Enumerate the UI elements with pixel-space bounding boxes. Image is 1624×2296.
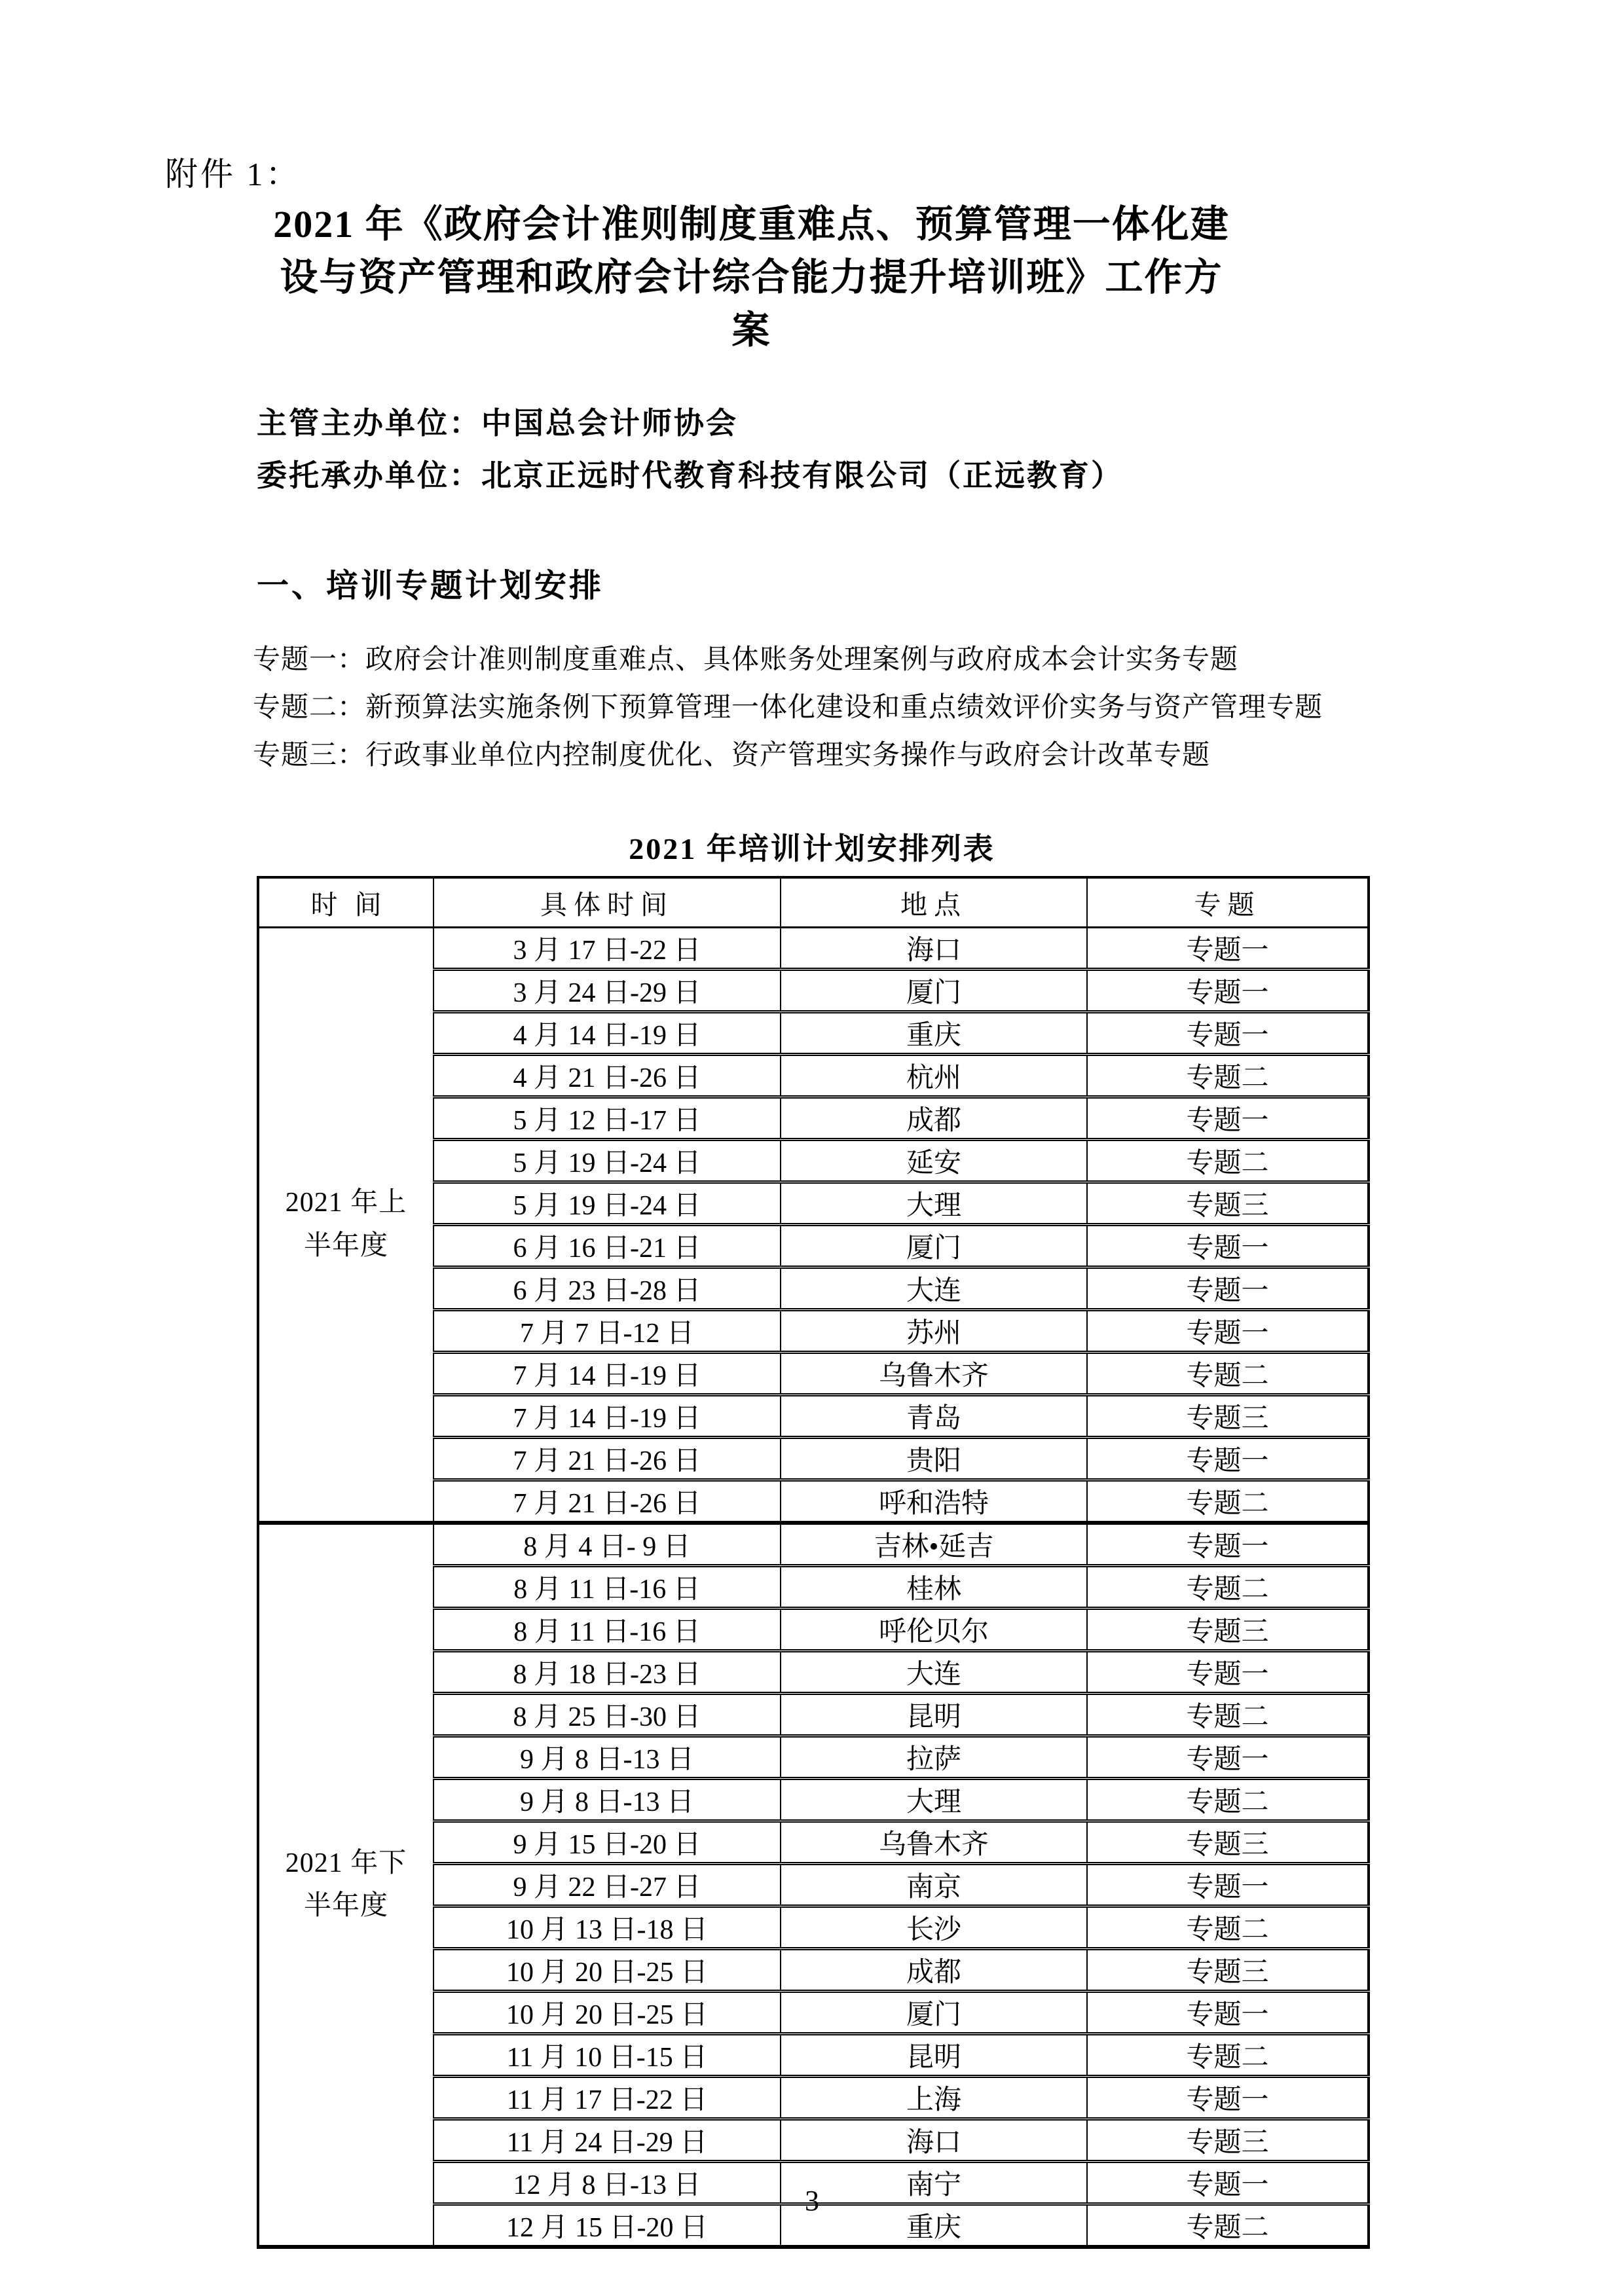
header-specific-time: 具体时间 <box>434 877 781 928</box>
location-cell: 大连 <box>781 1651 1087 1694</box>
supervisor-name: 中国总会计师协会 <box>481 407 738 440</box>
location-cell: 上海 <box>781 2077 1087 2119</box>
supervisor-line <box>257 399 738 443</box>
period-line: 2021 年下 <box>285 1848 407 1878</box>
location-cell: 大理 <box>781 1779 1087 1821</box>
table-row <box>258 928 1369 970</box>
topic-cell: 专题一 <box>1087 1438 1369 1480</box>
topic-cell: 专题一 <box>1087 1012 1369 1055</box>
date-cell: 4 月 21 日-26 日 <box>434 1055 781 1097</box>
title-line: 2021 年《政府会计准则制度重难点、预算管理一体化建 <box>273 203 1230 246</box>
topic-text: 政府会计准则制度重难点、具体账务处理案例与政府成本会计实务专题 <box>365 645 1239 675</box>
date-cell: 7 月 14 日-19 日 <box>434 1395 781 1438</box>
undertaker-name: 北京正远时代教育科技有限公司（正远教育） <box>481 459 1123 492</box>
location-cell: 重庆 <box>781 2204 1087 2248</box>
date-cell: 9 月 8 日-13 日 <box>434 1736 781 1779</box>
location-cell: 成都 <box>781 1949 1087 1992</box>
date-cell: 3 月 17 日-22 日 <box>434 928 781 970</box>
topic-cell: 专题一 <box>1087 1267 1369 1310</box>
topic-cell: 专题三 <box>1087 1182 1369 1225</box>
location-cell: 大连 <box>781 1267 1087 1310</box>
date-cell: 8 月 18 日-23 日 <box>434 1651 781 1694</box>
location-cell: 长沙 <box>781 1906 1087 1949</box>
date-cell: 7 月 21 日-26 日 <box>434 1438 781 1480</box>
date-cell: 10 月 20 日-25 日 <box>434 1949 781 1992</box>
date-cell: 4 月 14 日-19 日 <box>434 1012 781 1055</box>
topic-cell: 专题三 <box>1087 2119 1369 2162</box>
location-cell: 杭州 <box>781 1055 1087 1097</box>
topic-cell: 专题一 <box>1087 1310 1369 1353</box>
location-cell: 贵阳 <box>781 1438 1087 1480</box>
date-cell: 12 月 15 日-20 日 <box>434 2204 781 2248</box>
undertaker-label: 委托承办单位： <box>257 459 481 492</box>
location-cell: 乌鲁木齐 <box>781 1821 1087 1864</box>
location-cell: 延安 <box>781 1140 1087 1182</box>
topic-cell: 专题三 <box>1087 1609 1369 1651</box>
date-cell: 10 月 20 日-25 日 <box>434 1992 781 2034</box>
date-cell: 7 月 21 日-26 日 <box>434 1480 781 1523</box>
topic-cell: 专题二 <box>1087 2034 1369 2077</box>
location-cell: 桂林 <box>781 1566 1087 1609</box>
period-cell <box>258 1523 434 2247</box>
schedule-table <box>257 876 1370 2249</box>
date-cell: 11 月 24 日-29 日 <box>434 2119 781 2162</box>
period-line: 半年度 <box>303 1230 388 1261</box>
topic-cell: 专题二 <box>1087 1140 1369 1182</box>
topic-cell: 专题一 <box>1087 1097 1369 1140</box>
attachment-label: 附件 1： <box>165 156 301 192</box>
location-cell: 乌鲁木齐 <box>781 1353 1087 1395</box>
topic-text: 新预算法实施条例下预算管理一体化建设和重点绩效评价实务与资产管理专题 <box>365 693 1323 723</box>
location-cell: 呼和浩特 <box>781 1480 1087 1523</box>
date-cell: 9 月 15 日-20 日 <box>434 1821 781 1864</box>
date-cell: 6 月 16 日-21 日 <box>434 1225 781 1267</box>
date-cell: 8 月 11 日-16 日 <box>434 1566 781 1609</box>
header-topic: 专题 <box>1087 877 1369 928</box>
topic-item-1 <box>253 636 1405 684</box>
topic-label: 专题二： <box>253 693 366 723</box>
topic-cell: 专题一 <box>1087 2077 1369 2119</box>
date-cell: 7 月 7 日-12 日 <box>434 1310 781 1353</box>
date-cell: 5 月 19 日-24 日 <box>434 1182 781 1225</box>
date-cell: 11 月 17 日-22 日 <box>434 2077 781 2119</box>
topic-item-2 <box>253 684 1405 732</box>
location-cell: 海口 <box>781 928 1087 970</box>
location-cell: 海口 <box>781 2119 1087 2162</box>
topic-cell: 专题三 <box>1087 1821 1369 1864</box>
topic-cell: 专题二 <box>1087 1566 1369 1609</box>
location-cell: 青岛 <box>781 1395 1087 1438</box>
date-cell: 8 月 4 日- 9 日 <box>434 1523 781 1566</box>
topic-text: 行政事业单位内控制度优化、资产管理实务操作与政府会计改革专题 <box>365 740 1211 771</box>
date-cell: 9 月 8 日-13 日 <box>434 1779 781 1821</box>
location-cell: 南宁 <box>781 2162 1087 2204</box>
period-line: 2021 年上 <box>285 1188 407 1218</box>
location-cell: 苏州 <box>781 1310 1087 1353</box>
period-cell <box>258 928 434 1523</box>
date-cell: 9 月 22 日-27 日 <box>434 1864 781 1906</box>
topic-cell: 专题二 <box>1087 1906 1369 1949</box>
location-cell: 南京 <box>781 1864 1087 1906</box>
topic-list <box>253 636 1405 780</box>
date-cell: 8 月 11 日-16 日 <box>434 1609 781 1651</box>
topic-label: 专题三： <box>253 740 366 771</box>
supervisor-label: 主管主办单位： <box>257 407 481 440</box>
title-line: 设与资产管理和政府会计综合能力提升培训班》工作方 <box>280 256 1223 299</box>
location-cell: 成都 <box>781 1097 1087 1140</box>
table-title: 2021 年培训计划安排列表 <box>629 832 995 866</box>
topic-cell: 专题一 <box>1087 2162 1369 2204</box>
location-cell: 呼伦贝尔 <box>781 1609 1087 1651</box>
topic-cell: 专题一 <box>1087 1225 1369 1267</box>
schedule-table-body <box>258 928 1369 2248</box>
undertaker-line <box>257 452 1123 495</box>
date-cell: 3 月 24 日-29 日 <box>434 970 781 1012</box>
topic-cell: 专题二 <box>1087 1694 1369 1736</box>
location-cell: 拉萨 <box>781 1736 1087 1779</box>
topic-cell: 专题一 <box>1087 1651 1369 1694</box>
date-cell: 5 月 12 日-17 日 <box>434 1097 781 1140</box>
topic-item-3 <box>253 732 1405 780</box>
section-heading: 一、培训专题计划安排 <box>257 568 604 604</box>
date-cell: 11 月 10 日-15 日 <box>434 2034 781 2077</box>
topic-cell: 专题二 <box>1087 1480 1369 1523</box>
topic-cell: 专题一 <box>1087 1523 1369 1566</box>
topic-cell: 专题二 <box>1087 1353 1369 1395</box>
document-title <box>223 198 1280 357</box>
topic-cell: 专题三 <box>1087 1395 1369 1438</box>
location-cell: 厦门 <box>781 970 1087 1012</box>
date-cell: 5 月 19 日-24 日 <box>434 1140 781 1182</box>
table-row <box>258 1523 1369 1566</box>
topic-cell: 专题一 <box>1087 970 1369 1012</box>
topic-cell: 专题二 <box>1087 1055 1369 1097</box>
table-header-row <box>258 877 1369 928</box>
topic-label: 专题一： <box>253 645 366 675</box>
header-time: 时间 <box>258 877 434 928</box>
location-cell: 大理 <box>781 1182 1087 1225</box>
date-cell: 12 月 8 日-13 日 <box>434 2162 781 2204</box>
location-cell: 厦门 <box>781 1992 1087 2034</box>
date-cell: 6 月 23 日-28 日 <box>434 1267 781 1310</box>
location-cell: 重庆 <box>781 1012 1087 1055</box>
location-cell: 昆明 <box>781 2034 1087 2077</box>
topic-cell: 专题一 <box>1087 1992 1369 2034</box>
date-cell: 10 月 13 日-18 日 <box>434 1906 781 1949</box>
topic-cell: 专题三 <box>1087 1949 1369 1992</box>
topic-cell: 专题一 <box>1087 928 1369 970</box>
date-cell: 7 月 14 日-19 日 <box>434 1353 781 1395</box>
title-line: 案 <box>731 309 771 352</box>
location-cell: 昆明 <box>781 1694 1087 1736</box>
period-line: 半年度 <box>303 1891 388 1921</box>
date-cell: 8 月 25 日-30 日 <box>434 1694 781 1736</box>
location-cell: 吉林•延吉 <box>781 1523 1087 1566</box>
location-cell: 厦门 <box>781 1225 1087 1267</box>
topic-cell: 专题一 <box>1087 1736 1369 1779</box>
topic-cell: 专题二 <box>1087 2204 1369 2248</box>
topic-cell: 专题二 <box>1087 1779 1369 1821</box>
page-number: 3 <box>805 2185 819 2217</box>
header-location: 地点 <box>781 877 1087 928</box>
topic-cell: 专题一 <box>1087 1864 1369 1906</box>
